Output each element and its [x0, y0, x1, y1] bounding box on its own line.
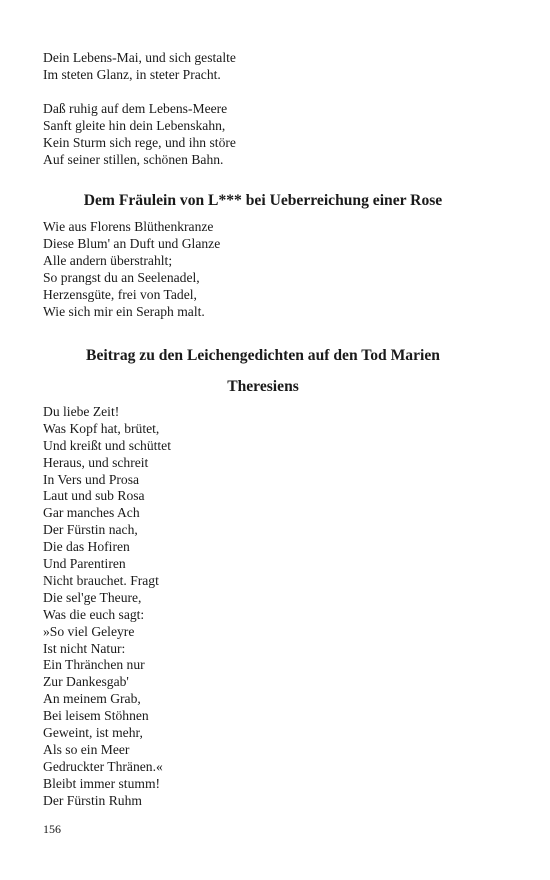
verse-line: Sanft gleite hin dein Lebenskahn, — [43, 117, 226, 133]
verse-line: Ist nicht Natur: — [43, 640, 126, 656]
intro-stanza-2 — [43, 101, 483, 169]
verse-line: Wie sich mir ein Seraph malt. — [43, 303, 205, 319]
verse-line: Diese Blum' an Duft und Glanze — [43, 236, 221, 252]
page-number: 156 — [43, 822, 61, 836]
verse-line: So prangst du an Seelenadel, — [43, 270, 200, 286]
verse-line: »So viel Geleyre — [43, 623, 135, 639]
verse-line: Ein Thränchen nur — [43, 657, 145, 673]
verse-line: Was die euch sagt: — [43, 606, 145, 622]
verse-line: Der Fürstin nach, — [43, 522, 138, 538]
verse-line: Die sel'ge Theure, — [43, 589, 142, 605]
verse-line: Die das Hofiren — [43, 539, 130, 555]
verse-line: Alle andern überstrahlt; — [43, 253, 173, 269]
verse-line: Gar manches Ach — [43, 505, 140, 521]
verse-line: Zur Dankesgab' — [43, 674, 129, 690]
poem-title-theresia-line2: Theresiens — [227, 377, 299, 395]
intro-stanza-1 — [43, 50, 483, 84]
verse-line: An meinem Grab, — [43, 691, 141, 707]
verse-line: Wie aus Florens Blüthenkranze — [43, 219, 214, 235]
verse-line: Geweint, ist mehr, — [43, 725, 143, 741]
verse-line: Du liebe Zeit! — [43, 403, 120, 419]
verse-line: Daß ruhig auf dem Lebens-Meere — [43, 100, 228, 116]
poem-rose-stanza — [43, 219, 483, 320]
verse-line: Bei leisem Stöhnen — [43, 708, 149, 724]
verse-line: Dein Lebens-Mai, und sich gestalte — [43, 50, 236, 65]
verse-line: Kein Sturm sich rege, und ihn störe — [43, 134, 236, 150]
verse-line: Und Parentiren — [43, 556, 126, 572]
verse-line: Laut und sub Rosa — [43, 488, 145, 504]
poem-title-rose: Dem Fräulein von L*** bei Ueberreichung einer Rose — [83, 192, 443, 210]
verse-line: Gedruckter Thränen.« — [43, 758, 163, 774]
verse-line: Als so ein Meer — [43, 742, 130, 757]
poem-title-theresia-line1: Beitrag zu den Leichengedichten auf den Tod Marien — [86, 346, 440, 364]
verse-line: Was Kopf hat, brütet, — [43, 420, 160, 436]
verse-line: Nicht brauchet. Fragt — [43, 572, 159, 588]
verse-line: Heraus, und schreit — [43, 454, 149, 470]
page-body — [43, 50, 483, 810]
verse-line: Der Fürstin Ruhm — [43, 792, 142, 808]
verse-line: Auf seiner stillen, schönen Bahn. — [43, 151, 224, 167]
poem-theresia-stanza — [43, 404, 483, 810]
verse-line: Herzensgüte, frei von Tadel, — [43, 287, 197, 303]
verse-line: In Vers und Prosa — [43, 471, 140, 487]
verse-line: Bleibt immer stumm! — [43, 775, 161, 791]
verse-line: Im steten Glanz, in steter Pracht. — [43, 66, 221, 82]
verse-line: Und kreißt und schüttet — [43, 437, 171, 453]
